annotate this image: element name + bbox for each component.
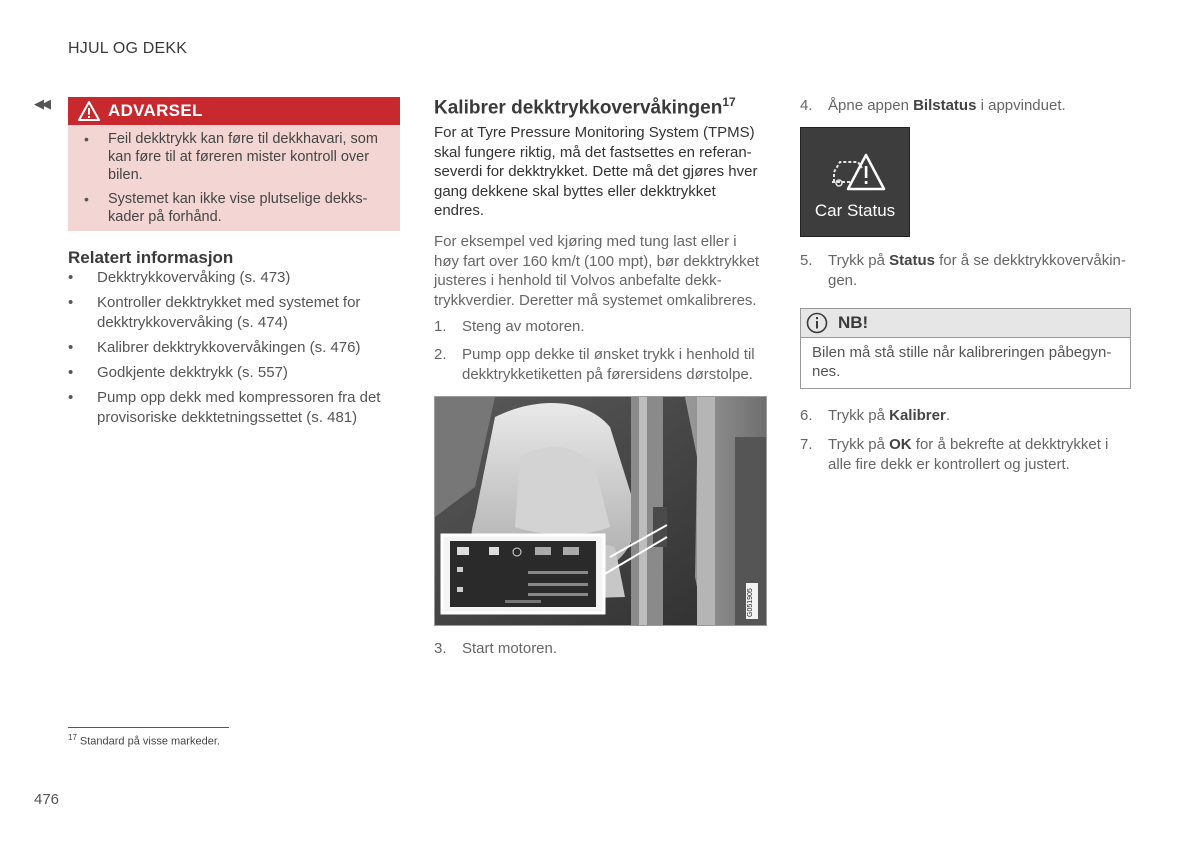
related-link[interactable]: • Kalibrer dekktrykkovervåkingen (s. 476) [68, 338, 400, 358]
step-number: 3. [434, 640, 447, 657]
warning-title: ADVARSEL [108, 101, 203, 120]
note-header [801, 309, 1130, 338]
steps-list-1 [434, 317, 764, 337]
example-paragraph: For eksempel ved kjøring med tung last eller i høy fart over 160 km/t (100 mpt), bør dekktrykket justeres i henhold til Volvos anbefalte dekktrykkverdier. Deretter må systemet omkalibreres. [434, 233, 760, 309]
step-bold: Status [889, 252, 935, 269]
step-text-pre: Trykk på [828, 407, 890, 424]
related-link[interactable]: • Pump opp dekk med kompressoren fra det provisoriske dekktetningssettet (s. 481) [68, 388, 400, 428]
step-1 [434, 317, 764, 337]
note-text: Bilen må stå stille når kalibreringen påbegynnes. [812, 344, 1112, 380]
car-warning-icon [828, 152, 886, 194]
section-heading [434, 95, 736, 119]
footnote-number: 17 [68, 733, 77, 742]
step-text-post: i appvinduet. [976, 97, 1066, 114]
footnote-text: Standard på visse markeder. [79, 735, 220, 748]
related-link[interactable]: • Godkjente dekktrykk (s. 557) [68, 363, 400, 383]
warning-item: • Systemet kan ikke vise plutselige dekkskader på forhånd. [84, 190, 390, 226]
page-number: 476 [34, 791, 60, 808]
step-text-post: for å bekrefte at dekktrykket i alle fire dekk er kontrollert og justert. [828, 436, 1109, 473]
steps-list-5 [800, 251, 1132, 291]
step-bold: Bilstatus [913, 97, 977, 114]
steps-list-2 [434, 345, 764, 385]
step-bold: OK [889, 436, 912, 453]
warning-list [68, 125, 400, 226]
footnote [68, 733, 220, 748]
door-pillar-illustration [435, 397, 767, 626]
steps-list-3 [434, 639, 764, 659]
step-7 [800, 435, 1132, 475]
step-text: Pump opp dekke til ønsket trykk i henhold til dekktrykketiketten på førersidens dørstolpe. [462, 346, 755, 383]
related-link[interactable]: • Dekktrykkovervåking (s. 473) [68, 268, 400, 288]
warning-triangle-icon [78, 101, 100, 121]
step-bold: Kalibrer [889, 407, 946, 424]
step-number: 7. [800, 436, 813, 453]
step-text-pre: Trykk på [828, 436, 890, 453]
intro-paragraph: For at Tyre Pressure Monitoring System (TPMS) skal fungere riktig, må det fastsettes en referanseverdi for dekktrykket. Dette må det gjøres hver gang dekkene skal byttes eller dekktrykket endres. [434, 124, 758, 219]
step-6 [800, 406, 1132, 426]
related-list [68, 268, 400, 433]
steps-list-7 [800, 435, 1132, 475]
step-number: 1. [434, 318, 447, 335]
car-status-app-tile[interactable] [800, 127, 910, 237]
note-box [800, 308, 1131, 389]
step-text: Start motoren. [462, 640, 558, 657]
section-heading-text: Kalibrer dekktrykkovervåkingen [434, 97, 723, 119]
warning-item: • Feil dekktrykk kan føre til dekkhavari, som kan føre til at føreren mister kontroll over bilen. [84, 130, 390, 184]
step-number: 4. [800, 97, 813, 114]
step-text-pre: Åpne appen [828, 97, 914, 114]
related-heading: Relatert informasjon [68, 248, 234, 267]
door-pillar-photo [434, 396, 767, 626]
footnote-ref: 17 [722, 95, 736, 109]
footnote-divider [68, 727, 229, 728]
note-title: NB! [838, 313, 869, 332]
info-circle-icon [806, 312, 828, 334]
step-text-post: for å se dekktrykkovervåkingen. [828, 252, 1126, 289]
step-text-post: . [945, 407, 950, 424]
app-tile-label: Car Status [814, 201, 896, 220]
back-arrow-icon[interactable]: ◀◀ [34, 96, 48, 111]
steps-list-6 [800, 406, 1132, 426]
step-number: 6. [800, 407, 813, 424]
step-2 [434, 345, 764, 385]
warning-header [68, 97, 400, 125]
step-5 [800, 251, 1132, 291]
photo-code: G051905 [747, 588, 754, 617]
step-3 [434, 639, 764, 659]
step-text: Steng av motoren. [462, 318, 585, 335]
section-title: HJUL OG DEKK [68, 40, 188, 57]
step-text-pre: Trykk på [828, 252, 890, 269]
step-number: 2. [434, 346, 447, 363]
steps-list-4 [800, 96, 1132, 116]
warning-box [68, 97, 400, 231]
step-number: 5. [800, 252, 813, 269]
step-4 [800, 96, 1132, 116]
related-link[interactable]: • Kontroller dekktrykket med systemet for dekktrykkovervåking (s. 474) [68, 293, 400, 333]
